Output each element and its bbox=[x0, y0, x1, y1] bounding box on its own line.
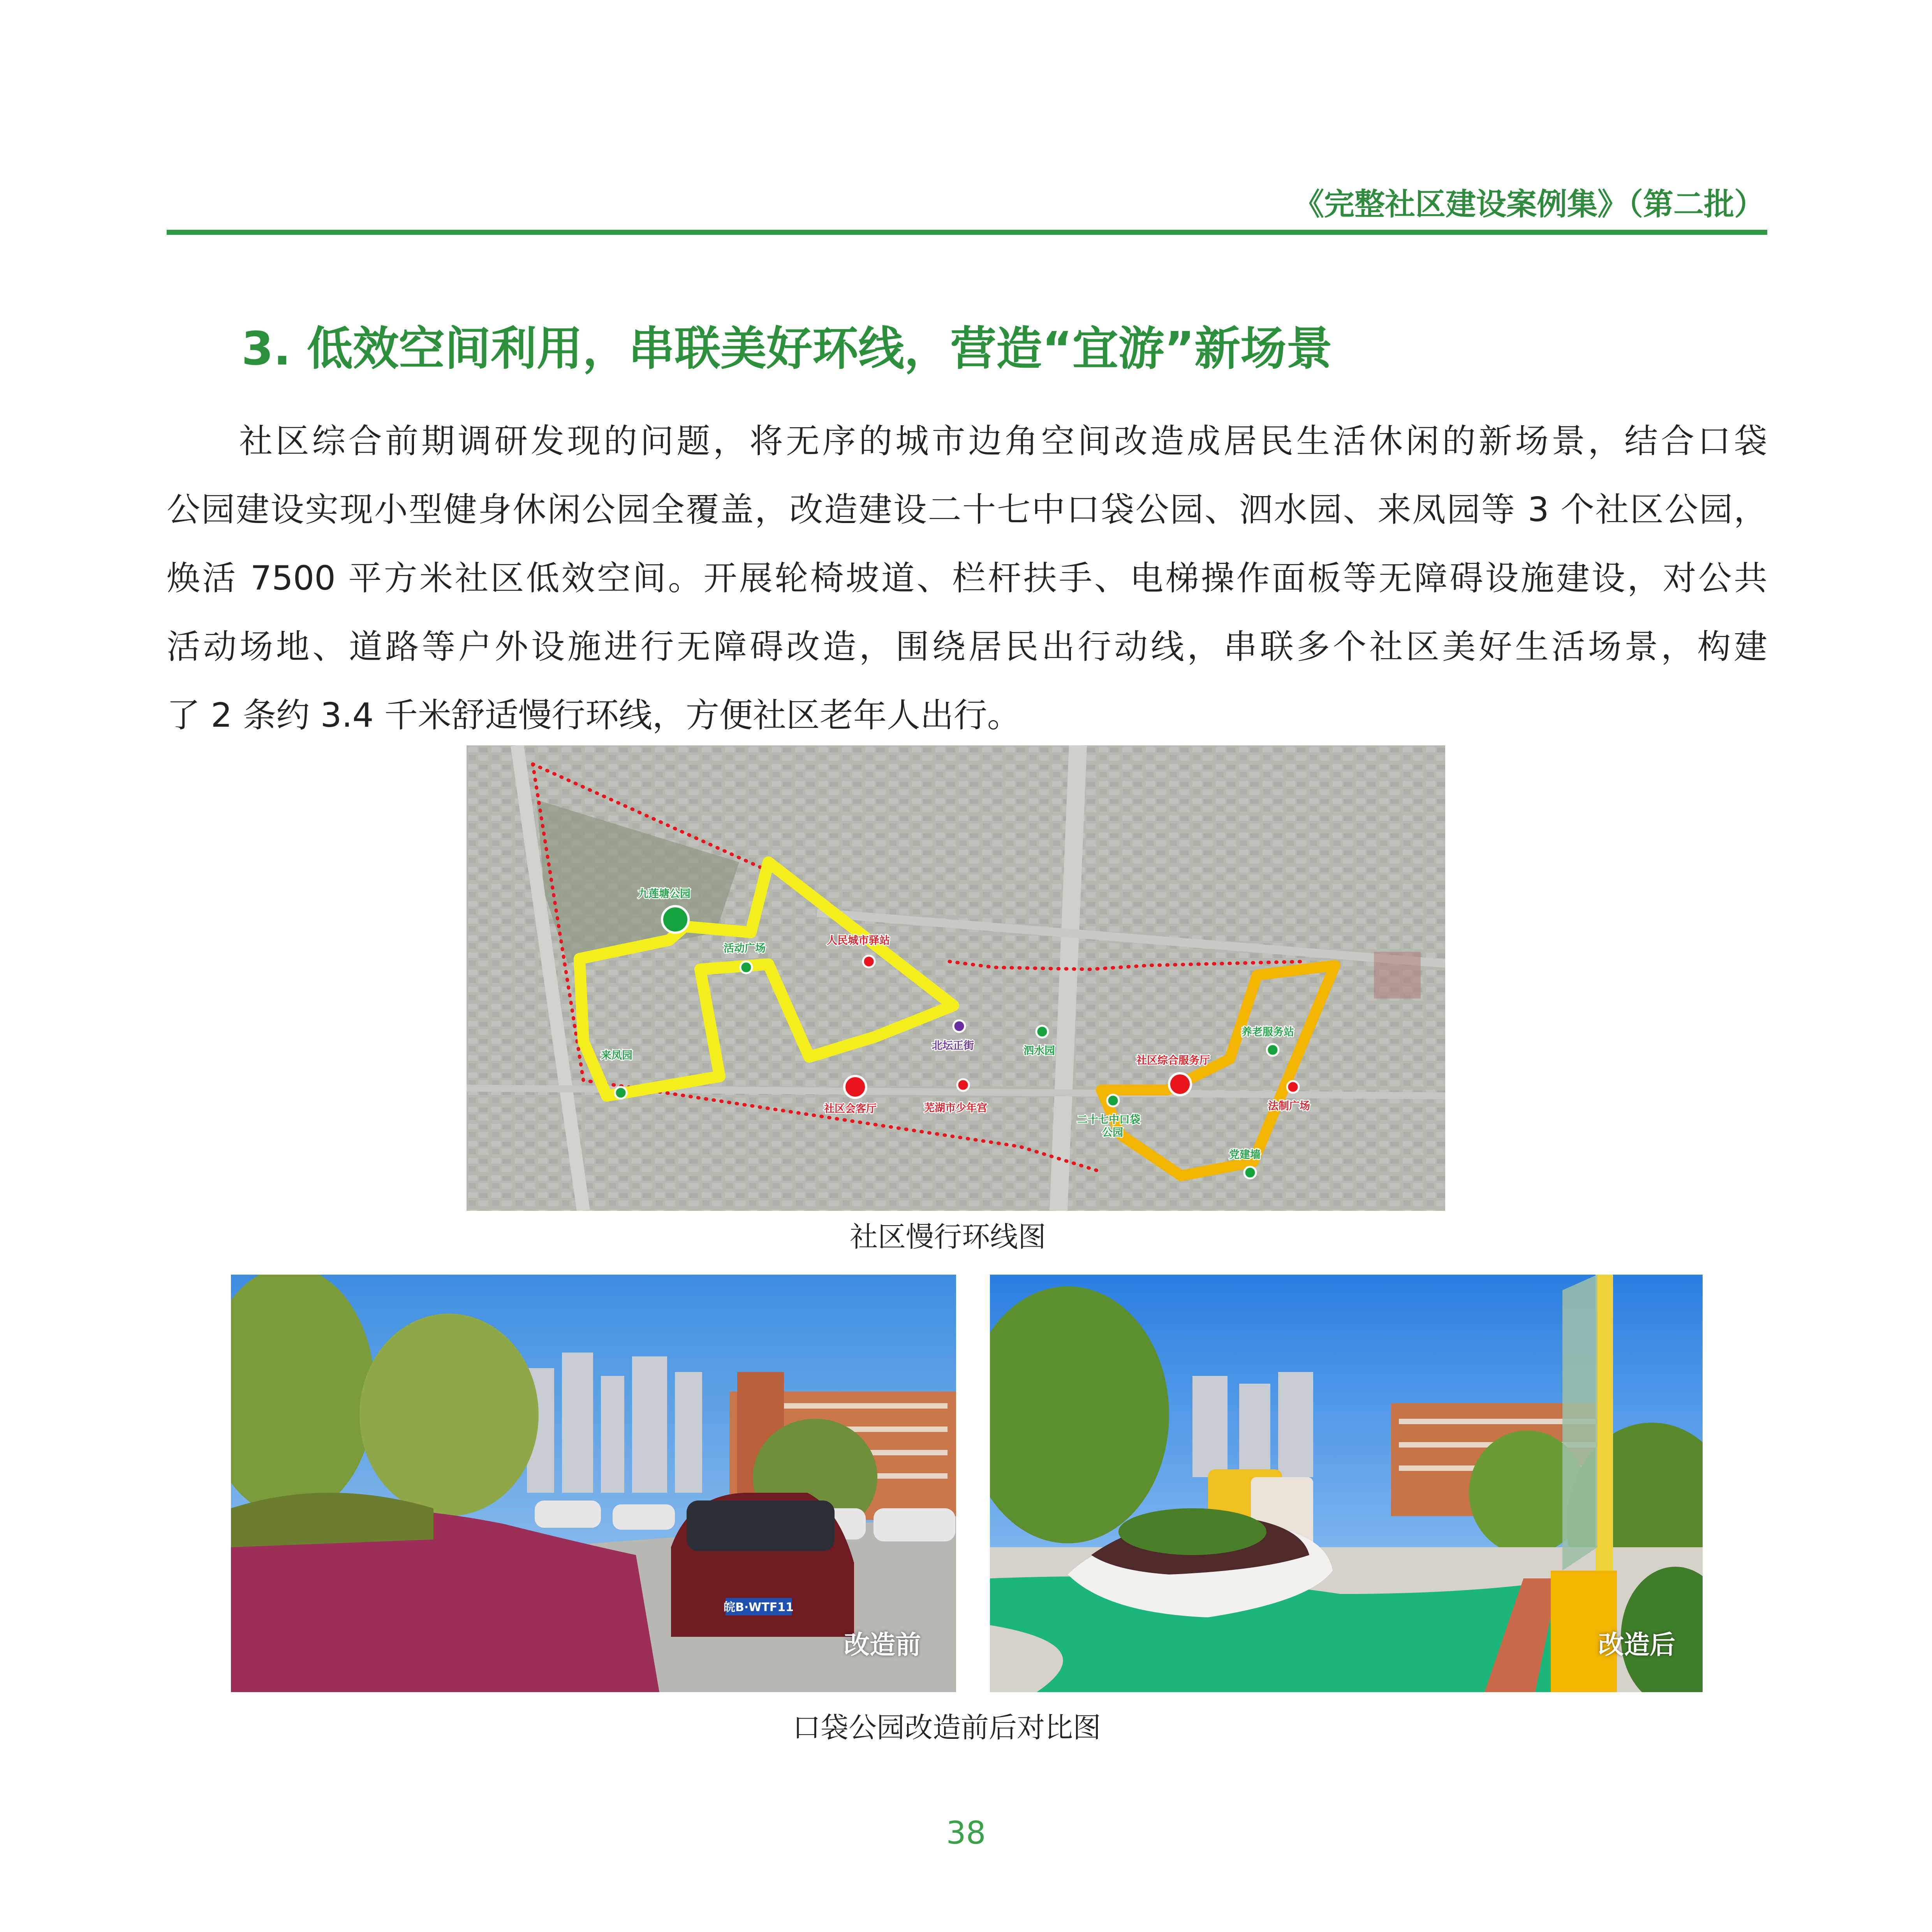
label-zonghe: 社区综合服务厅 bbox=[1136, 1055, 1210, 1067]
loop-route-map bbox=[467, 745, 1445, 1211]
point-fazhi bbox=[1287, 1081, 1299, 1093]
body-line: 活动场地、道路等户外设施进行无障碍改造，围绕居民出行动线，串联多个社区美好生活场景，构建 bbox=[167, 627, 1767, 666]
point-shaonian bbox=[957, 1079, 969, 1091]
label-sishui: 泗水园 bbox=[1023, 1045, 1055, 1057]
body-line: 了 2 条约 3.4 千米舒适慢行环线，方便社区老年人出行。 bbox=[167, 696, 1021, 735]
label-jiulian: 九莲塘公园 bbox=[638, 888, 690, 900]
body-paragraph bbox=[167, 407, 1767, 750]
point-huodong bbox=[740, 962, 752, 973]
header-title: 《完整社区建设案例集》（第二批） bbox=[1293, 187, 1765, 222]
label-fazhi: 法制广场 bbox=[1268, 1100, 1310, 1112]
body-line: 公园建设实现小型健身休闲公园全覆盖，改造建设二十七中口袋公园、泗水园、来凤园等 3 个社区公园， bbox=[167, 490, 1767, 529]
body-line: 社区综合前期调研发现的问题，将无序的城市边角空间改造成居民生活休闲的新场景，结合口袋 bbox=[239, 422, 1767, 461]
label-laifeng: 来凤园 bbox=[601, 1050, 632, 1062]
before-tag: 改造前 bbox=[844, 1630, 921, 1660]
point-laifeng bbox=[615, 1087, 627, 1099]
point-jiulian bbox=[662, 906, 689, 933]
label-huodong: 活动广场 bbox=[724, 942, 766, 955]
label-ershiqi: 二十七中口袋 bbox=[1077, 1114, 1140, 1126]
point-dangjian bbox=[1244, 1167, 1256, 1178]
section-heading: 3. 低效空间利用，串联美好环线，营造“宜游”新场景 bbox=[241, 322, 1333, 375]
point-beitan bbox=[953, 1020, 965, 1032]
tree bbox=[359, 1314, 539, 1516]
sports-field bbox=[1374, 952, 1421, 999]
body-line: 焕活 7500 平方米社区低效空间。开展轮椅坡道、栏杆扶手、电梯操作面板等无障碍设施建设，对公共 bbox=[167, 559, 1767, 598]
label-beitan: 北坛正街 bbox=[932, 1040, 974, 1052]
point-huike bbox=[844, 1076, 866, 1098]
point-ershiqi bbox=[1107, 1095, 1119, 1106]
label-ershiqi-line2: 公园 bbox=[1102, 1127, 1123, 1139]
map-haze bbox=[467, 745, 1445, 1211]
map-graphic bbox=[467, 745, 1445, 1211]
point-zonghe bbox=[1169, 1073, 1191, 1095]
label-dangjian: 党建墙 bbox=[1229, 1149, 1261, 1161]
label-shaonian: 芜湖市少年宫 bbox=[924, 1102, 987, 1114]
photos-caption: 口袋公园改造前后对比图 bbox=[793, 1711, 1101, 1744]
label-renmin: 人民城市驿站 bbox=[827, 935, 890, 947]
license-plate-text: 皖B·WTF11 bbox=[723, 1601, 794, 1614]
label-yanglao: 养老服务站 bbox=[1242, 1026, 1294, 1038]
photo-after bbox=[990, 1275, 1703, 1692]
header-divider bbox=[167, 230, 1767, 235]
point-yanglao bbox=[1267, 1044, 1279, 1056]
point-renmin bbox=[863, 956, 875, 967]
after-tag: 改造后 bbox=[1598, 1630, 1675, 1660]
photo-after-graphic bbox=[990, 1275, 1703, 1692]
label-huike: 社区会客厅 bbox=[824, 1103, 877, 1115]
photo-before bbox=[231, 1275, 956, 1692]
point-sishui bbox=[1036, 1026, 1048, 1037]
page-number: 38 bbox=[946, 1815, 986, 1851]
map-caption: 社区慢行环线图 bbox=[850, 1220, 1046, 1253]
